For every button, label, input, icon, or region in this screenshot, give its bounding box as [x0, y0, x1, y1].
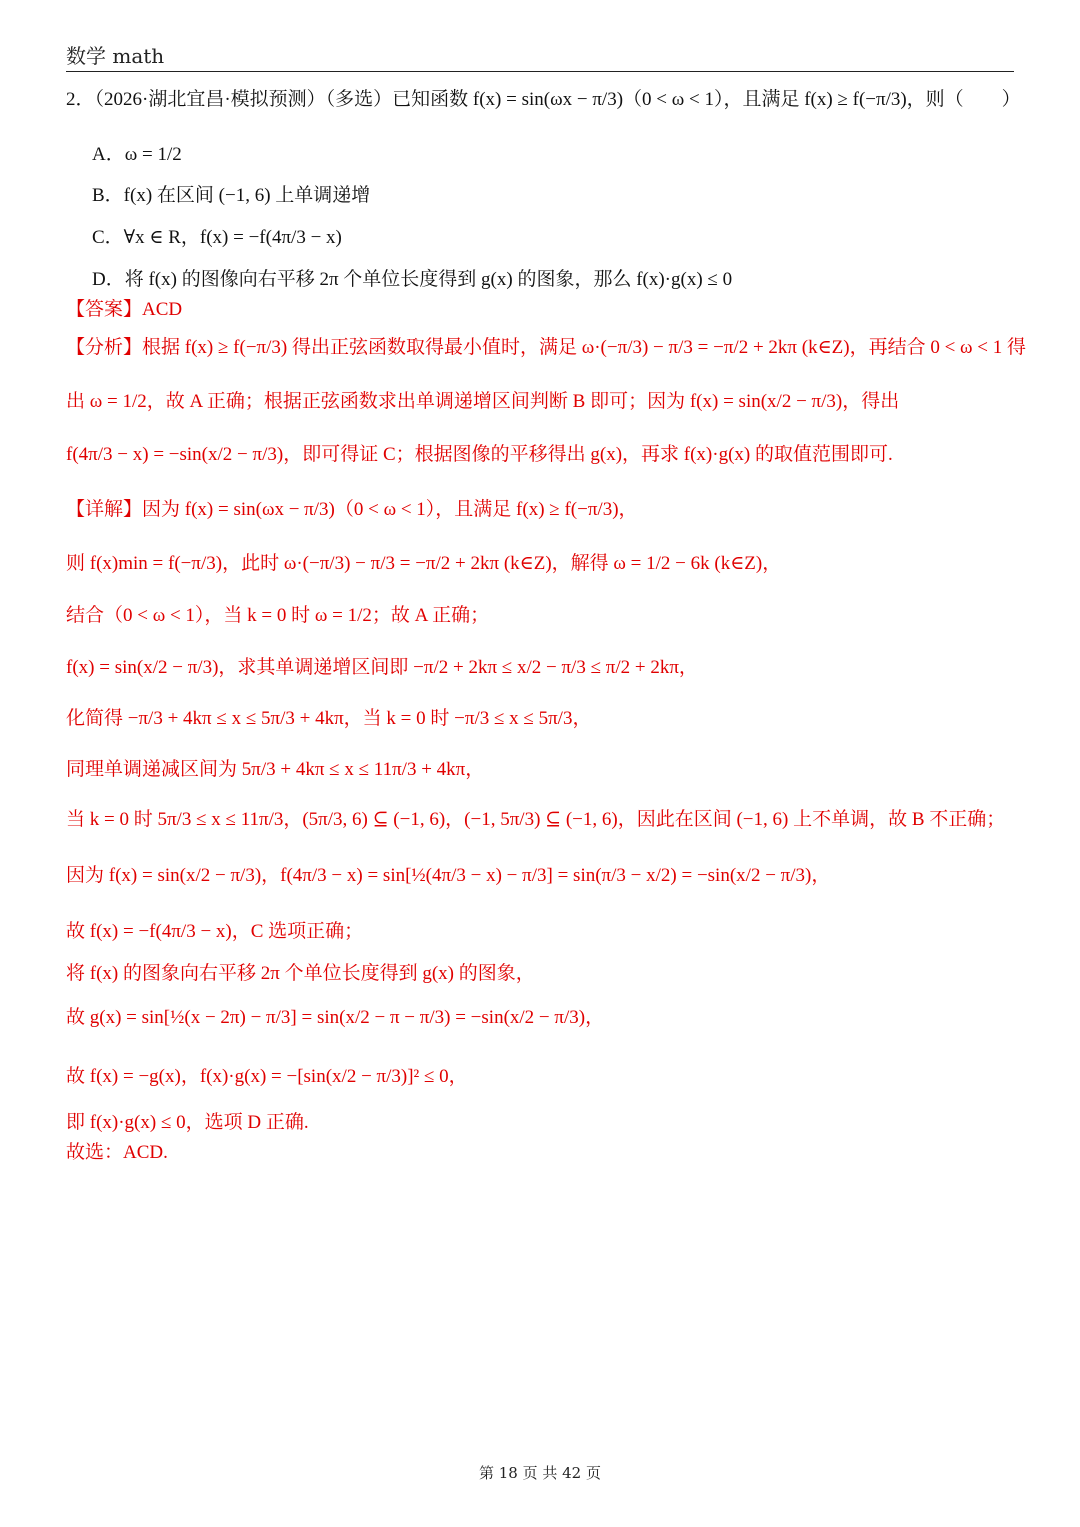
detail-line-10: 将 f(x) 的图象向右平移 2π 个单位长度得到 g(x) 的图象， [66, 963, 535, 984]
detail-line-1: 【详解】因为 f(x) = sin(ωx − π/3)（0 < ω < 1），且满足 f(x) ≥ f(−π/3)， [66, 499, 638, 520]
question-stem: 2．（2026·湖北宜昌·模拟预测）（多选）已知函数 f(x) = sin(ωx − π/3)（0 < ω < 1），且满足 f(x) ≥ f(−π/3)，则（ ） [66, 89, 1021, 110]
detail-line-5: 化简得 −π/3 + 4kπ ≤ x ≤ 5π/3 + 4kπ，当 k = 0 时 −π/3 ≤ x ≤ 5π/3， [66, 708, 592, 729]
page-header-subject: 数学 math [66, 44, 165, 68]
analysis-line-3: f(4π/3 − x) = −sin(x/2 − π/3)，即可得证 C；根据图像的平移得出 g(x)，再求 f(x)·g(x) 的取值范围即可. [66, 444, 893, 465]
analysis-line-1: 【分析】根据 f(x) ≥ f(−π/3) 得出正弦函数取得最小值时，满足 ω·(−π/3) − π/3 = −π/2 + 2kπ (k∈Z)，再结合 0 < ω < 1 得 [66, 337, 1027, 358]
detail-line-2: 则 f(x)min = f(−π/3)，此时 ω·(−π/3) − π/3 = −π/2 + 2kπ (k∈Z)，解得 ω = 1/2 − 6k (k∈Z)， [66, 553, 782, 574]
detail-line-9: 故 f(x) = −f(4π/3 − x)，C 选项正确； [66, 921, 364, 942]
option-d: D．将 f(x) 的图像向右平移 2π 个单位长度得到 g(x) 的图象，那么 f(x)·g(x) ≤ 0 [92, 269, 733, 290]
detail-line-6: 同理单调递减区间为 5π/3 + 4kπ ≤ x ≤ 11π/3 + 4kπ， [66, 759, 485, 780]
analysis-line-2: 出 ω = 1/2，故 A 正确；根据正弦函数求出单调递增区间判断 B 即可；因为 f(x) = sin(x/2 − π/3)，得出 [66, 391, 900, 412]
answer-line: 【答案】ACD [66, 299, 183, 320]
detail-line-12: 故 f(x) = −g(x)，f(x)·g(x) = −[sin(x/2 − π/3)]² ≤ 0， [66, 1066, 468, 1087]
detail-line-7: 当 k = 0 时 5π/3 ≤ x ≤ 11π/3，(5π/3, 6) ⊆ (−1, 6)，(−1, 5π/3) ⊆ (−1, 6)，因此在区间 (−1, 6) 上不单调，故 B 不正确； [66, 809, 1006, 830]
detail-line-3: 结合（0 < ω < 1），当 k = 0 时 ω = 1/2；故 A 正确； [66, 605, 490, 626]
detail-line-14: 故选：ACD. [66, 1142, 168, 1163]
detail-line-13: 即 f(x)·g(x) ≤ 0，选项 D 正确. [66, 1112, 309, 1133]
option-b: B．f(x) 在区间 (−1, 6) 上单调递增 [92, 185, 371, 206]
detail-line-8: 因为 f(x) = sin(x/2 − π/3)，f(4π/3 − x) = sin[½(4π/3 − x) − π/3] = sin(π/3 − x/2) = −sin(x/2 − π/3)， [66, 865, 831, 886]
page-footer-number: 第 18 页 共 42 页 [478, 1464, 601, 1482]
detail-line-11: 故 g(x) = sin[½(x − 2π) − π/3] = sin(x/2 − π − π/3) = −sin(x/2 − π/3)， [66, 1007, 605, 1028]
option-c: C．∀x ∈ R，f(x) = −f(4π/3 − x) [92, 227, 342, 248]
option-a: A．ω = 1/2 [92, 144, 182, 165]
detail-line-4: f(x) = sin(x/2 − π/3)，求其单调递增区间即 −π/2 + 2kπ ≤ x/2 − π/3 ≤ π/2 + 2kπ， [66, 657, 698, 678]
header-divider [66, 71, 1014, 72]
